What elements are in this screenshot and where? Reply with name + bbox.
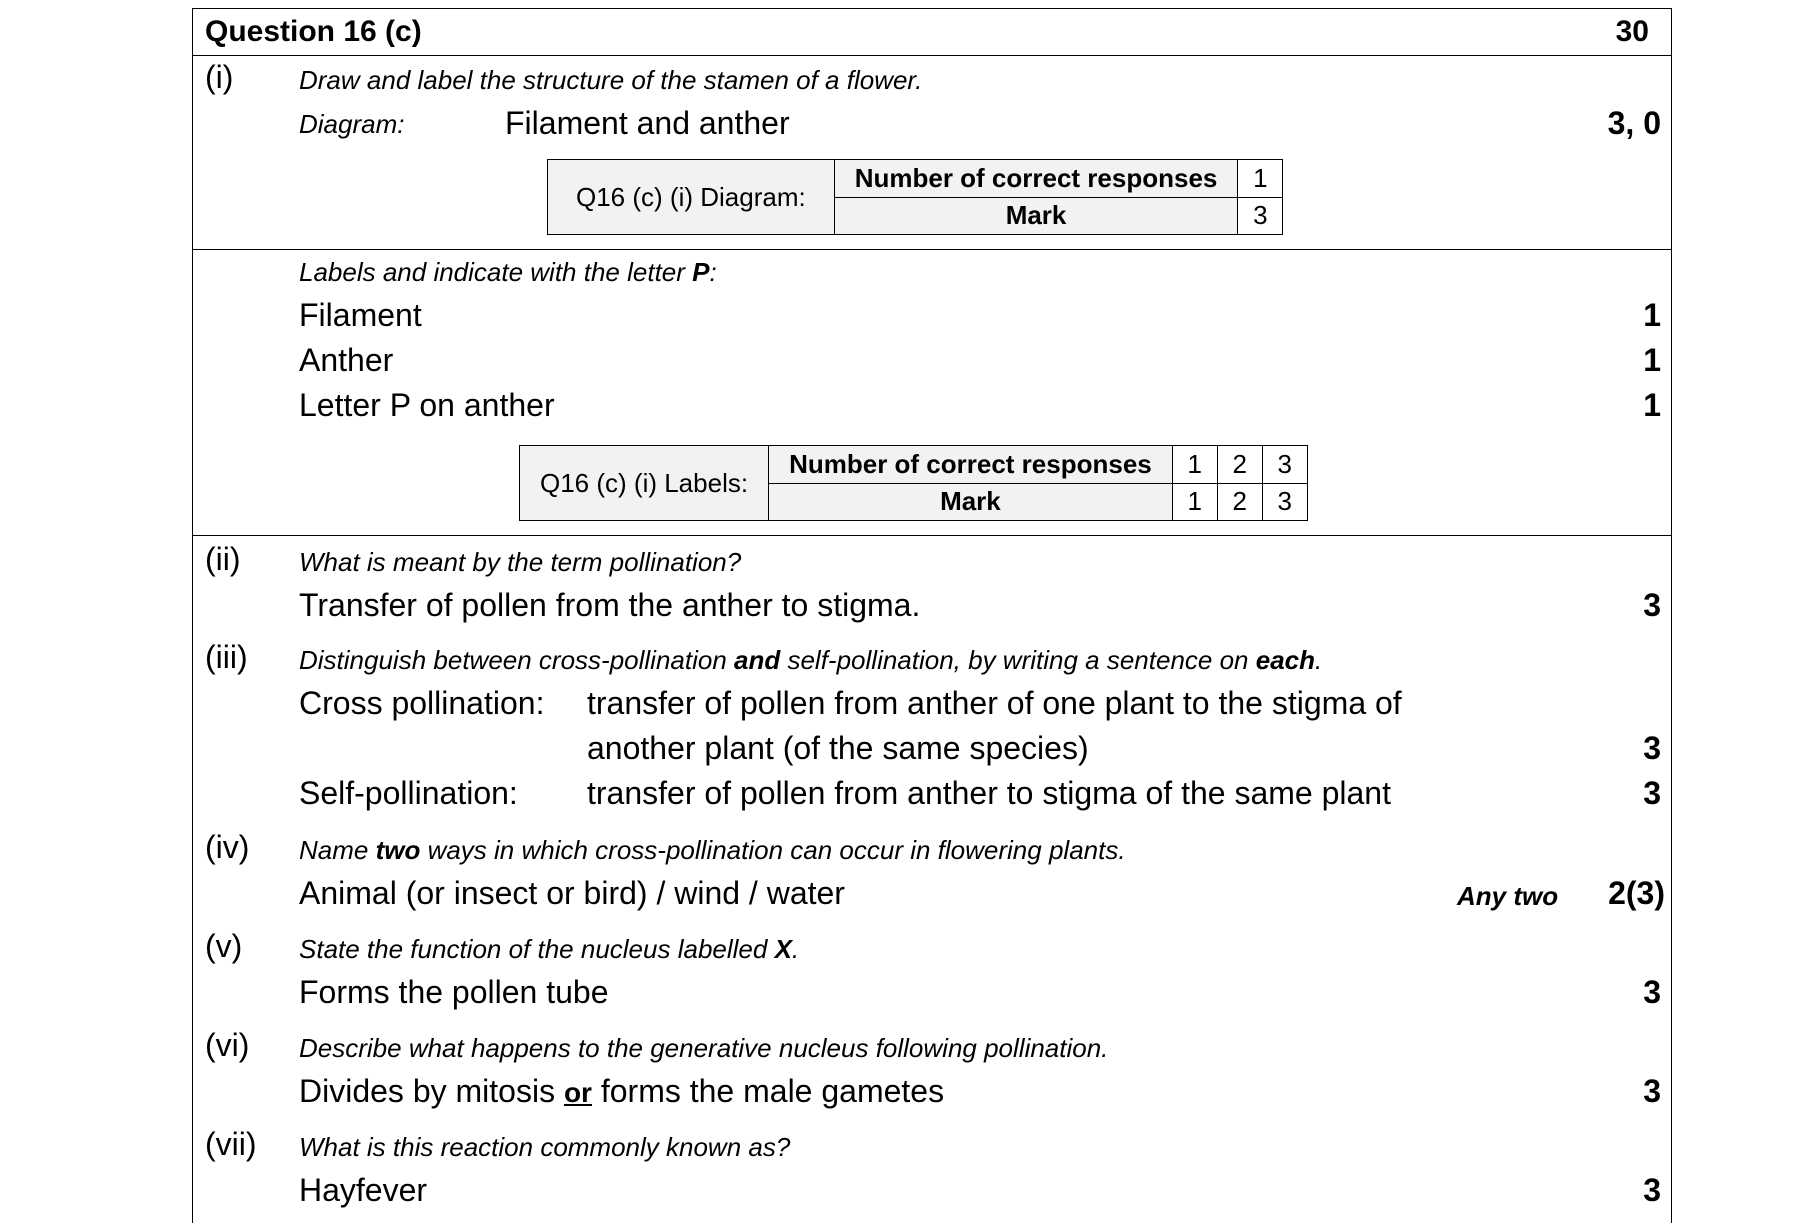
part-i-number: (i) [205, 59, 234, 95]
labels-table-mark: 1 [1172, 483, 1217, 521]
diagram-table-response: 1 [1238, 160, 1283, 198]
part-i-question: Draw and label the structure of the stamen of a flower. [299, 65, 923, 95]
cross-pollination-label: Cross pollination: [299, 685, 545, 721]
part-ii-answer: Transfer of pollen from the anther to stigma. [299, 587, 921, 623]
part-ii-number: (ii) [205, 541, 241, 577]
diagram-table-mark-header: Mark [834, 197, 1238, 235]
labels-table-label: Q16 (c) (i) Labels: [520, 446, 769, 521]
part-v-number: (v) [205, 928, 243, 964]
part-iv-number: (iv) [205, 829, 250, 865]
cross-pollination-mark: 3 [1643, 730, 1661, 766]
cross-pollination-answer-line2: another plant (of the same species) [587, 730, 1089, 766]
diagram-table-mark: 3 [1238, 197, 1283, 235]
labels-mark-table [519, 445, 1308, 521]
part-ii-mark: 3 [1643, 587, 1661, 623]
labels-table-response: 1 [1172, 446, 1217, 484]
labels-table-mark: 2 [1217, 483, 1262, 521]
diagram-table-label: Q16 (c) (i) Diagram: [548, 160, 835, 235]
diagram-mark: 3, 0 [1607, 105, 1661, 141]
part-iv-mark: 2(3) [1608, 875, 1665, 911]
self-pollination-mark: 3 [1643, 775, 1661, 811]
label-item-mark: 1 [1643, 297, 1661, 333]
self-pollination-label: Self-pollination: [299, 775, 518, 811]
label-item: Letter P on anther [299, 387, 555, 423]
part-iv-question: Name two ways in which cross-pollination can occur in flowering plants. [299, 835, 1126, 865]
part-iii-question: Distinguish between cross-pollination and self-pollination, by writing a sentence on each. [299, 645, 1323, 675]
part-vii-number: (vii) [205, 1126, 257, 1162]
diagram-label: Diagram: [299, 109, 405, 139]
diagram-mark-table [547, 159, 1283, 235]
divider [193, 55, 1671, 56]
part-iii-number: (iii) [205, 639, 248, 675]
divider [193, 535, 1671, 536]
part-vii-question: What is this reaction commonly known as? [299, 1132, 791, 1162]
labels-table-mark: 3 [1262, 483, 1307, 521]
labels-table-response: 3 [1262, 446, 1307, 484]
part-vi-question: Describe what happens to the generative nucleus following pollination. [299, 1033, 1109, 1063]
part-vii-mark: 3 [1643, 1172, 1661, 1208]
any-two-note: Any two [1457, 881, 1559, 911]
part-iv-answer: Animal (or insect or bird) / wind / water [299, 875, 845, 911]
divider [193, 249, 1671, 250]
labels-table-response: 2 [1217, 446, 1262, 484]
part-v-answer: Forms the pollen tube [299, 974, 609, 1010]
cross-pollination-answer-line1: transfer of pollen from anther of one plant to the stigma of [587, 685, 1402, 721]
label-item: Filament [299, 297, 422, 333]
question-total-mark: 30 [1615, 15, 1649, 48]
part-vi-answer: Divides by mitosis or forms the male gametes [299, 1073, 945, 1109]
labels-table-mark-header: Mark [769, 483, 1173, 521]
diagram-answer: Filament and anther [505, 105, 790, 141]
part-vii-answer: Hayfever [299, 1172, 428, 1208]
part-vi-number: (vi) [205, 1027, 250, 1063]
diagram-table-responses-header: Number of correct responses [834, 160, 1238, 198]
part-ii-question: What is meant by the term pollination? [299, 547, 742, 577]
part-v-question: State the function of the nucleus labelled X. [299, 934, 800, 964]
marking-scheme-page [192, 8, 1672, 1223]
self-pollination-answer: transfer of pollen from anther to stigma of the same plant [587, 775, 1391, 811]
part-v-mark: 3 [1643, 974, 1661, 1010]
labels-question: Labels and indicate with the letter P: [299, 257, 717, 287]
part-vi-mark: 3 [1643, 1073, 1661, 1109]
label-item: Anther [299, 342, 394, 378]
label-item-mark: 1 [1643, 342, 1661, 378]
question-title: Question 16 (c) [205, 15, 422, 48]
labels-table-responses-header: Number of correct responses [769, 446, 1173, 484]
label-item-mark: 1 [1643, 387, 1661, 423]
